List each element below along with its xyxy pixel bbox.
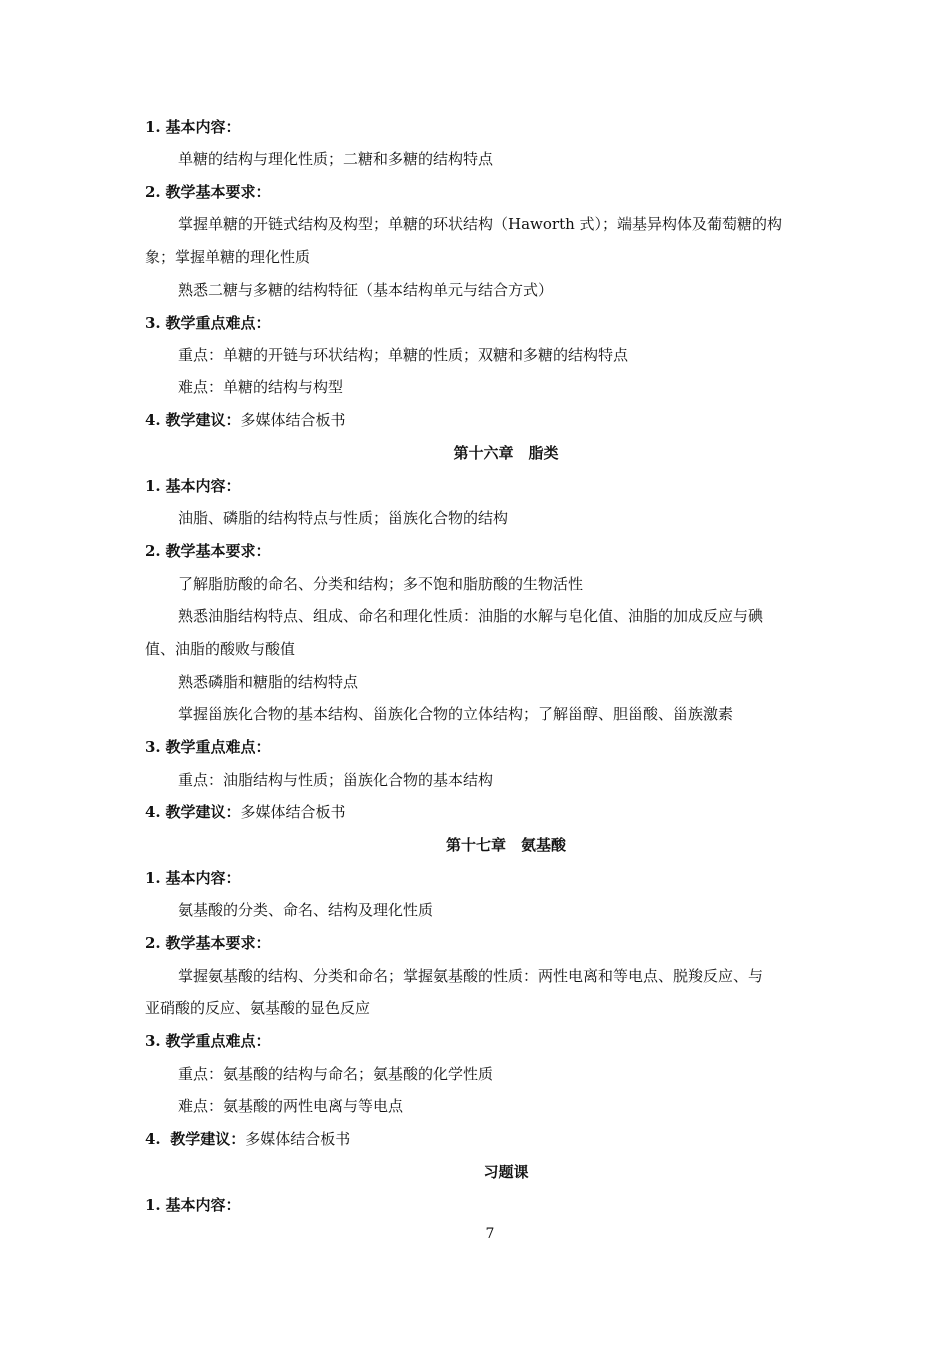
s17-content: 氨基酸的分类、命名、结构及理化性质 bbox=[178, 901, 434, 919]
s16-requirement-2-line-2: 值、油脂的酸败与酸值 bbox=[145, 640, 296, 658]
s16-heading-suggestion: 4. 教学建议：多媒体结合板书 bbox=[145, 803, 346, 821]
s16-requirement-1: 了解脂肪酸的命名、分类和结构；多不饱和脂肪酸的生物活性 bbox=[178, 575, 584, 593]
s17-requirement-1-line-1: 掌握氨基酸的结构、分类和命名；掌握氨基酸的性质：两性电离和等电点、脱羧反应、与 bbox=[178, 967, 764, 985]
s16-key-point: 重点：油脂结构与性质；甾族化合物的基本结构 bbox=[178, 771, 494, 789]
s17-difficulty: 难点：氨基酸的两性电离与等电点 bbox=[178, 1097, 404, 1115]
s17-key-point: 重点：氨基酸的结构与命名；氨基酸的化学性质 bbox=[178, 1065, 494, 1083]
s15-content: 单糖的结构与理化性质；二糖和多糖的结构特点 bbox=[178, 150, 494, 168]
s15-difficulty: 难点：单糖的结构与构型 bbox=[178, 378, 344, 396]
s17-heading-basic-content: 1. 基本内容： bbox=[145, 869, 241, 887]
s15-key-point: 重点：单糖的开链与环状结构；单糖的性质；双糖和多糖的结构特点 bbox=[178, 346, 629, 364]
s15-heading-key-points: 3. 教学重点难点： bbox=[145, 314, 271, 332]
s15-heading-basic-content: 1. 基本内容： bbox=[145, 118, 241, 136]
s16-requirement-3: 熟悉磷脂和糖脂的结构特点 bbox=[178, 673, 359, 691]
exercise-section-title: 习题课 bbox=[483, 1163, 529, 1181]
s15-heading-suggestion: 4. 教学建议：多媒体结合板书 bbox=[145, 411, 346, 429]
s16-heading-key-points: 3. 教学重点难点： bbox=[145, 738, 271, 756]
chapter-16-title: 第十六章 脂类 bbox=[453, 444, 559, 462]
s15-requirement-2: 熟悉二糖与多糖的结构特征（基本结构单元与结合方式） bbox=[178, 281, 554, 299]
chapter-17-title: 第十七章 氨基酸 bbox=[445, 836, 566, 854]
s16-heading-requirements: 2. 教学基本要求： bbox=[145, 542, 271, 560]
page-number: 7 bbox=[485, 1226, 495, 1242]
s17-heading-suggestion: 4. 教学建议：多媒体结合板书 bbox=[145, 1130, 351, 1148]
s15-requirement-1-line-1: 掌握单糖的开链式结构及构型；单糖的环状结构（Haworth 式）；端基异构体及葡萄糖的构 bbox=[178, 215, 783, 233]
s17-requirement-1-line-2: 亚硝酸的反应、氨基酸的显色反应 bbox=[145, 999, 371, 1017]
s16-requirement-4: 掌握甾族化合物的基本结构、甾族化合物的立体结构；了解甾醇、胆甾酸、甾族激素 bbox=[178, 705, 734, 723]
exercise-heading-basic-content: 1. 基本内容： bbox=[145, 1196, 241, 1214]
s17-heading-requirements: 2. 教学基本要求： bbox=[145, 934, 271, 952]
s17-heading-key-points: 3. 教学重点难点： bbox=[145, 1032, 271, 1050]
s15-requirement-1-line-2: 象；掌握单糖的理化性质 bbox=[145, 248, 311, 266]
s15-heading-requirements: 2. 教学基本要求： bbox=[145, 183, 271, 201]
s16-requirement-2-line-1: 熟悉油脂结构特点、组成、命名和理化性质：油脂的水解与皂化值、油脂的加成反应与碘 bbox=[178, 607, 764, 625]
s16-content: 油脂、磷脂的结构特点与性质；甾族化合物的结构 bbox=[178, 509, 509, 527]
s16-heading-basic-content: 1. 基本内容： bbox=[145, 477, 241, 495]
